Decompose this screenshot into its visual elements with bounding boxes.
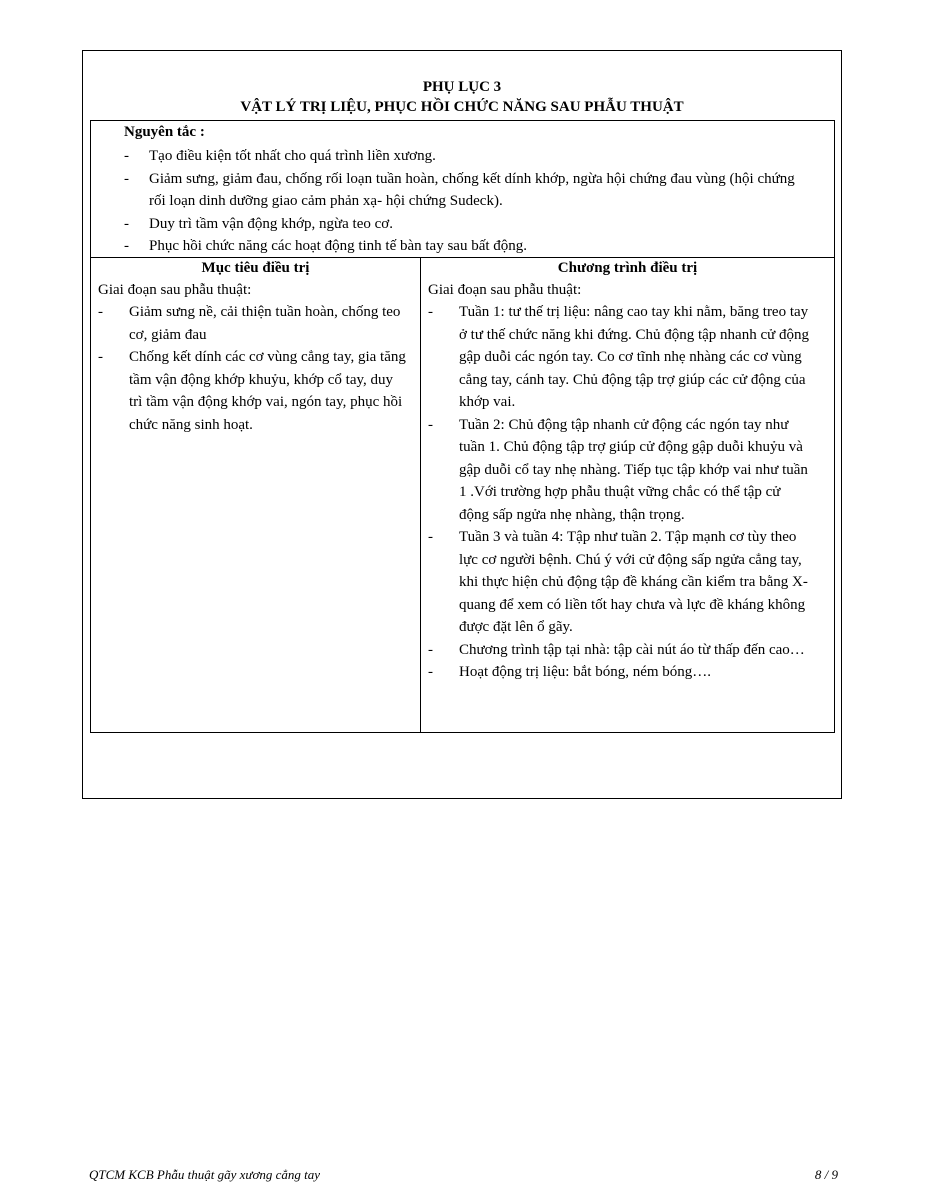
goals-phase: Giai đoạn sau phẫu thuật: — [98, 282, 252, 298]
goals-column — [91, 258, 420, 436]
footer-document-title: QTCM KCB Phẫu thuật gãy xương cẳng tay — [89, 1167, 321, 1182]
principle-item — [91, 145, 834, 168]
appendix-number: PHỤ LỤC 3 — [422, 79, 502, 95]
program-item — [421, 661, 834, 684]
program-header: Chương trình điều trị — [557, 260, 698, 276]
program-item — [421, 526, 834, 639]
principles-list — [91, 145, 834, 258]
program-text: Chương trình tập tại nhà: tập cài nút áo từ thấp đến cao… — [459, 641, 805, 658]
bullet-dash: - — [428, 529, 433, 545]
principle-text: Giảm sưng, giảm đau, chống rối loạn tuần hoàn, chống kết dính khớp, ngừa hội chứng đau vùng (hội chứng rối loạn dinh dưỡng giao cảm phản xạ- hội chứng Sudeck). — [149, 170, 795, 209]
appendix-frame — [82, 50, 842, 799]
bullet-dash: - — [124, 148, 129, 164]
principles-title: Nguyên tắc : — [124, 124, 205, 140]
goals-header: Mục tiêu điều trị — [201, 260, 310, 276]
footer-page-number: 8 / 9 — [814, 1167, 838, 1182]
treatment-table — [90, 257, 835, 733]
program-column — [421, 258, 834, 684]
program-text: Tuần 1: tư thế trị liệu: nâng cao tay khi nằm, băng treo tay ở tư thế chức năng khi đứng. Chủ động tập nhanh cử động gập duỗi các ngón tay. Co cơ tĩnh nhẹ nhàng các cơ vùng cẳng tay, cánh tay. Chủ động tập trợ giúp các cử động của khớp vai. — [459, 304, 809, 410]
bullet-dash: - — [124, 238, 129, 254]
principle-text: Tạo điều kiện tốt nhất cho quá trình liền xương. — [149, 148, 436, 164]
program-item — [421, 639, 834, 662]
bullet-dash: - — [428, 641, 433, 658]
program-text: Hoạt động trị liệu: bắt bóng, ném bóng…. — [459, 664, 712, 680]
program-text: Tuần 2: Chủ động tập nhanh cử động các ngón tay như tuần 1. Chủ động tập trợ giúp cử động gập duỗi khuỷu và gập duỗi cổ tay nhẹ nhàng. Tiếp tục tập khớp vai như tuần 1 .Với trường hợp phẫu thuật vững chắc có thể tập cử động sấp ngửa nhẹ nhàng, thận trọng. — [459, 416, 808, 523]
bullet-dash: - — [428, 304, 433, 320]
principle-text: Duy trì tầm vận động khớp, ngừa teo cơ. — [149, 215, 393, 232]
bullet-dash: - — [98, 304, 103, 320]
appendix-title: VẬT LÝ TRỊ LIỆU, PHỤC HỒI CHỨC NĂNG SAU PHẪU THUẬT — [240, 99, 684, 115]
program-list — [421, 301, 834, 684]
goal-item — [91, 301, 420, 346]
principle-text: Phục hồi chức năng các hoạt động tinh tế bàn tay sau bất động. — [149, 238, 528, 254]
principle-item — [91, 213, 834, 236]
bullet-dash: - — [124, 170, 129, 187]
goal-text: Giảm sưng nề, cải thiện tuần hoàn, chống teo cơ, giảm đau — [129, 304, 401, 343]
program-item — [421, 414, 834, 527]
bullet-dash: - — [428, 416, 433, 433]
program-text: Tuần 3 và tuần 4: Tập như tuần 2. Tập mạnh cơ tùy theo lực cơ người bệnh. Chú ý với cử động sấp ngửa cẳng tay, khi thực hiện chủ động tập đề kháng cần kiểm tra bằng X-quang để xem có liền tốt hay chưa và lực đề kháng không được đặt lên ổ gãy. — [459, 529, 808, 635]
bullet-dash: - — [124, 215, 129, 232]
goals-list — [91, 301, 420, 436]
bullet-dash: - — [98, 349, 103, 365]
program-item — [421, 301, 834, 414]
program-phase: Giai đoạn sau phẫu thuật: — [428, 282, 582, 298]
bullet-dash: - — [428, 664, 433, 680]
principle-item — [91, 235, 834, 258]
goal-item — [91, 346, 420, 436]
principle-item — [91, 168, 834, 213]
goal-text: Chống kết dính các cơ vùng cẳng tay, gia tăng tầm vận động khớp khuỷu, khớp cổ tay, duy trì tầm vận động khớp vai, ngón tay, phục hồi chức năng sinh hoạt. — [129, 349, 406, 433]
principles-box — [90, 120, 835, 258]
appendix-heading — [83, 77, 841, 117]
